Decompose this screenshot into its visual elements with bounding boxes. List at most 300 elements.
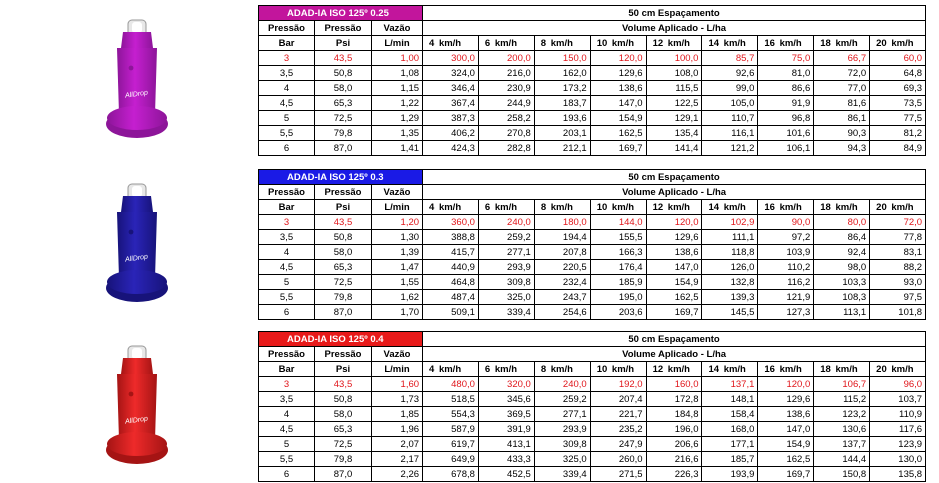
table-cell: 220,5 xyxy=(534,260,590,275)
table-cell: 172,8 xyxy=(646,392,702,407)
bar-unit: Bar xyxy=(259,362,315,377)
flow-rate-table xyxy=(258,169,926,320)
table-cell: 177,1 xyxy=(702,437,758,452)
nozzle-section-025 xyxy=(0,0,939,156)
table-cell: 129,6 xyxy=(590,66,646,81)
table-cell: 415,7 xyxy=(423,245,479,260)
speed-header: 8 km/h xyxy=(534,200,590,215)
table-cell: 120,0 xyxy=(590,51,646,66)
table-cell: 120,0 xyxy=(646,215,702,230)
speed-header: 20 km/h xyxy=(870,362,926,377)
table-cell: 64,8 xyxy=(870,66,926,81)
table-cell: 117,6 xyxy=(870,422,926,437)
table-cell: 3,5 xyxy=(259,230,315,245)
pressure-header: Pressão xyxy=(259,347,315,362)
table-cell: 160,0 xyxy=(646,377,702,392)
table-cell: 150,8 xyxy=(814,467,870,482)
table-cell: 100,0 xyxy=(646,51,702,66)
table-cell: 75,0 xyxy=(758,51,814,66)
table-cell: 339,4 xyxy=(534,467,590,482)
table-cell: 88,2 xyxy=(870,260,926,275)
table-cell: 106,1 xyxy=(758,141,814,156)
table-cell: 162,5 xyxy=(590,126,646,141)
table-cell: 320,0 xyxy=(478,377,534,392)
table-cell: 6 xyxy=(259,467,315,482)
table-cell: 139,3 xyxy=(702,290,758,305)
table-cell: 5 xyxy=(259,111,315,126)
pressure-psi-header: Pressão xyxy=(315,347,372,362)
speed-header: 4 km/h xyxy=(423,36,479,51)
nozzle-image xyxy=(95,344,175,472)
table-cell: 138,6 xyxy=(646,245,702,260)
table-cell: 388,8 xyxy=(423,230,479,245)
table-cell: 1,70 xyxy=(372,305,423,320)
speed-header: 20 km/h xyxy=(870,36,926,51)
table-cell: 83,1 xyxy=(870,245,926,260)
table-cell: 4,5 xyxy=(259,96,315,111)
table-row xyxy=(259,230,926,245)
table-cell: 154,9 xyxy=(646,275,702,290)
table-cell: 260,0 xyxy=(590,452,646,467)
table-row xyxy=(259,215,926,230)
speed-header: 18 km/h xyxy=(814,200,870,215)
table-cell: 3,5 xyxy=(259,392,315,407)
table-cell: 105,0 xyxy=(702,96,758,111)
table-cell: 244,9 xyxy=(478,96,534,111)
speed-header: 14 km/h xyxy=(702,200,758,215)
table-cell: 94,3 xyxy=(814,141,870,156)
speed-header: 20 km/h xyxy=(870,200,926,215)
table-cell: 3 xyxy=(259,215,315,230)
table-cell: 98,0 xyxy=(814,260,870,275)
table-cell: 4 xyxy=(259,245,315,260)
table-cell: 72,0 xyxy=(870,215,926,230)
table-cell: 137,1 xyxy=(702,377,758,392)
table-cell: 194,4 xyxy=(534,230,590,245)
table-cell: 126,0 xyxy=(702,260,758,275)
table-cell: 5,5 xyxy=(259,290,315,305)
nozzle-image xyxy=(95,18,175,146)
brand-text: AllDrop xyxy=(124,253,149,264)
table-cell: 144,0 xyxy=(590,215,646,230)
table-cell: 169,7 xyxy=(590,141,646,156)
table-cell: 406,2 xyxy=(423,126,479,141)
table-cell: 277,1 xyxy=(534,407,590,422)
table-cell: 464,8 xyxy=(423,275,479,290)
table-row xyxy=(259,111,926,126)
table-cell: 79,8 xyxy=(315,452,372,467)
table-row xyxy=(259,260,926,275)
table-cell: 43,5 xyxy=(315,215,372,230)
flow-header: Vazão xyxy=(372,347,423,362)
flow-header: Vazão xyxy=(372,185,423,200)
pressure-header: Pressão xyxy=(259,185,315,200)
bar-unit: Bar xyxy=(259,36,315,51)
table-cell: 58,0 xyxy=(315,81,372,96)
table-cell: 300,0 xyxy=(423,51,479,66)
table-cell: 259,2 xyxy=(478,230,534,245)
speed-header: 16 km/h xyxy=(758,200,814,215)
table-cell: 135,4 xyxy=(646,126,702,141)
table-cell: 259,2 xyxy=(534,392,590,407)
table-cell: 154,9 xyxy=(590,111,646,126)
table-cell: 96,0 xyxy=(870,377,926,392)
nozzle-image xyxy=(95,182,175,310)
table-cell: 72,0 xyxy=(814,66,870,81)
table-cell: 324,0 xyxy=(423,66,479,81)
table-cell: 3 xyxy=(259,377,315,392)
table-cell: 103,3 xyxy=(814,275,870,290)
table-cell: 97,5 xyxy=(870,290,926,305)
table-cell: 129,6 xyxy=(646,230,702,245)
table-cell: 1,29 xyxy=(372,111,423,126)
table-cell: 86,1 xyxy=(814,111,870,126)
table-cell: 129,6 xyxy=(758,392,814,407)
table-row xyxy=(259,392,926,407)
table-cell: 339,4 xyxy=(478,305,534,320)
table-cell: 203,1 xyxy=(534,126,590,141)
table-cell: 207,4 xyxy=(590,392,646,407)
speed-header: 12 km/h xyxy=(646,36,702,51)
speed-header: 12 km/h xyxy=(646,200,702,215)
table-cell: 1,15 xyxy=(372,81,423,96)
table-cell: 132,8 xyxy=(702,275,758,290)
table-cell: 369,5 xyxy=(478,407,534,422)
table-cell: 65,3 xyxy=(315,260,372,275)
table-cell: 79,8 xyxy=(315,126,372,141)
table-cell: 554,3 xyxy=(423,407,479,422)
table-cell: 387,3 xyxy=(423,111,479,126)
table-cell: 3,5 xyxy=(259,66,315,81)
table-row xyxy=(259,245,926,260)
flow-rate-table xyxy=(258,5,926,156)
table-row xyxy=(259,81,926,96)
table-cell: 243,7 xyxy=(534,290,590,305)
model-title: ADAD-IA ISO 125º 0.25 xyxy=(259,6,423,21)
table-cell: 103,7 xyxy=(870,392,926,407)
table-cell: 5,5 xyxy=(259,452,315,467)
table-cell: 180,0 xyxy=(534,215,590,230)
table-cell: 90,3 xyxy=(814,126,870,141)
table-row xyxy=(259,437,926,452)
table-cell: 58,0 xyxy=(315,245,372,260)
table-cell: 1,35 xyxy=(372,126,423,141)
table-cell: 240,0 xyxy=(534,377,590,392)
bar-unit: Bar xyxy=(259,200,315,215)
speed-header: 12 km/h xyxy=(646,362,702,377)
table-cell: 141,4 xyxy=(646,141,702,156)
table-cell: 360,0 xyxy=(423,215,479,230)
table-cell: 5 xyxy=(259,437,315,452)
table-cell: 110,7 xyxy=(702,111,758,126)
table-cell: 1,00 xyxy=(372,51,423,66)
table-cell: 110,9 xyxy=(870,407,926,422)
speed-header: 6 km/h xyxy=(478,36,534,51)
speed-header: 4 km/h xyxy=(423,200,479,215)
table-cell: 293,9 xyxy=(534,422,590,437)
table-cell: 72,5 xyxy=(315,437,372,452)
table-cell: 518,5 xyxy=(423,392,479,407)
table-cell: 81,0 xyxy=(758,66,814,81)
table-cell: 155,5 xyxy=(590,230,646,245)
table-row xyxy=(259,51,926,66)
table-cell: 235,2 xyxy=(590,422,646,437)
table-cell: 1,60 xyxy=(372,377,423,392)
table-cell: 4,5 xyxy=(259,260,315,275)
table-cell: 193,6 xyxy=(534,111,590,126)
table-cell: 277,1 xyxy=(478,245,534,260)
table-cell: 240,0 xyxy=(478,215,534,230)
spacing-label: 50 cm Espaçamento xyxy=(423,6,926,21)
table-row xyxy=(259,407,926,422)
table-cell: 60,0 xyxy=(870,51,926,66)
table-cell: 195,0 xyxy=(590,290,646,305)
table-cell: 113,1 xyxy=(814,305,870,320)
table-cell: 162,5 xyxy=(758,452,814,467)
table-cell: 101,8 xyxy=(870,305,926,320)
table-cell: 122,5 xyxy=(646,96,702,111)
table-cell: 487,4 xyxy=(423,290,479,305)
table-cell: 166,3 xyxy=(590,245,646,260)
model-title: ADAD-IA ISO 125º 0.3 xyxy=(259,170,423,185)
volume-label: Volume Aplicado - L/ha xyxy=(423,347,926,362)
table-cell: 413,1 xyxy=(478,437,534,452)
flow-header: Vazão xyxy=(372,21,423,36)
table-cell: 115,5 xyxy=(646,81,702,96)
table-cell: 87,0 xyxy=(315,467,372,482)
table-cell: 4 xyxy=(259,81,315,96)
table-cell: 87,0 xyxy=(315,305,372,320)
table-cell: 145,5 xyxy=(702,305,758,320)
speed-header: 6 km/h xyxy=(478,200,534,215)
spacing-label: 50 cm Espaçamento xyxy=(423,332,926,347)
table-cell: 150,0 xyxy=(534,51,590,66)
table-cell: 587,9 xyxy=(423,422,479,437)
table-cell: 135,8 xyxy=(870,467,926,482)
table-cell: 123,9 xyxy=(870,437,926,452)
table-row xyxy=(259,452,926,467)
table-cell: 43,5 xyxy=(315,51,372,66)
table-cell: 452,5 xyxy=(478,467,534,482)
lmin-unit: L/min xyxy=(372,362,423,377)
table-cell: 1,62 xyxy=(372,290,423,305)
table-cell: 230,9 xyxy=(478,81,534,96)
brand-text: AllDrop xyxy=(124,89,149,100)
table-cell: 81,6 xyxy=(814,96,870,111)
table-cell: 147,0 xyxy=(646,260,702,275)
table-cell: 84,9 xyxy=(870,141,926,156)
table-cell: 619,7 xyxy=(423,437,479,452)
psi-unit: Psi xyxy=(315,200,372,215)
table-cell: 90,0 xyxy=(758,215,814,230)
table-cell: 127,3 xyxy=(758,305,814,320)
table-cell: 200,0 xyxy=(478,51,534,66)
table-cell: 168,0 xyxy=(702,422,758,437)
table-row xyxy=(259,467,926,482)
table-cell: 81,2 xyxy=(870,126,926,141)
table-cell: 121,2 xyxy=(702,141,758,156)
table-cell: 270,8 xyxy=(478,126,534,141)
table-cell: 106,7 xyxy=(814,377,870,392)
table-cell: 102,9 xyxy=(702,215,758,230)
spacing-label: 50 cm Espaçamento xyxy=(423,170,926,185)
table-cell: 123,2 xyxy=(814,407,870,422)
table-cell: 72,5 xyxy=(315,111,372,126)
pressure-psi-header: Pressão xyxy=(315,185,372,200)
table-cell: 169,7 xyxy=(758,467,814,482)
table-cell: 1,22 xyxy=(372,96,423,111)
table-cell: 158,4 xyxy=(702,407,758,422)
table-cell: 91,9 xyxy=(758,96,814,111)
table-cell: 50,8 xyxy=(315,230,372,245)
table-cell: 5,5 xyxy=(259,126,315,141)
table-cell: 144,4 xyxy=(814,452,870,467)
table-cell: 6 xyxy=(259,305,315,320)
nozzle-section-04 xyxy=(0,326,939,482)
table-cell: 99,0 xyxy=(702,81,758,96)
table-cell: 87,0 xyxy=(315,141,372,156)
table-cell: 5 xyxy=(259,275,315,290)
table-row xyxy=(259,141,926,156)
table-cell: 1,96 xyxy=(372,422,423,437)
table-cell: 649,9 xyxy=(423,452,479,467)
table-cell: 85,7 xyxy=(702,51,758,66)
table-cell: 345,6 xyxy=(478,392,534,407)
table-cell: 92,4 xyxy=(814,245,870,260)
table-cell: 309,8 xyxy=(534,437,590,452)
table-cell: 196,0 xyxy=(646,422,702,437)
pressure-psi-header: Pressão xyxy=(315,21,372,36)
table-cell: 73,5 xyxy=(870,96,926,111)
table-cell: 184,8 xyxy=(646,407,702,422)
table-cell: 111,1 xyxy=(702,230,758,245)
table-cell: 1,39 xyxy=(372,245,423,260)
table-cell: 183,7 xyxy=(534,96,590,111)
table-cell: 96,8 xyxy=(758,111,814,126)
table-cell: 192,0 xyxy=(590,377,646,392)
table-cell: 1,73 xyxy=(372,392,423,407)
volume-label: Volume Aplicado - L/ha xyxy=(423,21,926,36)
table-cell: 1,47 xyxy=(372,260,423,275)
table-cell: 65,3 xyxy=(315,96,372,111)
table-cell: 92,6 xyxy=(702,66,758,81)
speed-header: 14 km/h xyxy=(702,362,758,377)
table-cell: 50,8 xyxy=(315,392,372,407)
table-cell: 1,08 xyxy=(372,66,423,81)
table-cell: 254,6 xyxy=(534,305,590,320)
table-row xyxy=(259,96,926,111)
table-cell: 138,6 xyxy=(758,407,814,422)
table-cell: 203,6 xyxy=(590,305,646,320)
table-cell: 509,1 xyxy=(423,305,479,320)
table-cell: 72,5 xyxy=(315,275,372,290)
table-cell: 130,6 xyxy=(814,422,870,437)
table-cell: 293,9 xyxy=(478,260,534,275)
table-cell: 162,5 xyxy=(646,290,702,305)
table-cell: 110,2 xyxy=(758,260,814,275)
table-cell: 130,0 xyxy=(870,452,926,467)
table-cell: 212,1 xyxy=(534,141,590,156)
table-cell: 77,8 xyxy=(870,230,926,245)
table-cell: 6 xyxy=(259,141,315,156)
table-cell: 480,0 xyxy=(423,377,479,392)
table-cell: 162,0 xyxy=(534,66,590,81)
table-cell: 116,1 xyxy=(702,126,758,141)
table-cell: 116,2 xyxy=(758,275,814,290)
table-cell: 440,9 xyxy=(423,260,479,275)
table-cell: 1,30 xyxy=(372,230,423,245)
table-cell: 86,6 xyxy=(758,81,814,96)
table-cell: 176,4 xyxy=(590,260,646,275)
table-row xyxy=(259,275,926,290)
table-cell: 120,0 xyxy=(758,377,814,392)
table-cell: 185,9 xyxy=(590,275,646,290)
speed-header: 18 km/h xyxy=(814,362,870,377)
table-cell: 271,5 xyxy=(590,467,646,482)
table-cell: 424,3 xyxy=(423,141,479,156)
table-row xyxy=(259,422,926,437)
table-cell: 86,4 xyxy=(814,230,870,245)
table-cell: 1,55 xyxy=(372,275,423,290)
speed-header: 8 km/h xyxy=(534,362,590,377)
table-row xyxy=(259,305,926,320)
table-cell: 154,9 xyxy=(758,437,814,452)
volume-label: Volume Aplicado - L/ha xyxy=(423,185,926,200)
table-cell: 101,6 xyxy=(758,126,814,141)
table-row xyxy=(259,377,926,392)
table-cell: 50,8 xyxy=(315,66,372,81)
speed-header: 16 km/h xyxy=(758,36,814,51)
table-cell: 58,0 xyxy=(315,407,372,422)
table-cell: 129,1 xyxy=(646,111,702,126)
lmin-unit: L/min xyxy=(372,36,423,51)
table-cell: 258,2 xyxy=(478,111,534,126)
table-cell: 93,0 xyxy=(870,275,926,290)
table-cell: 4,5 xyxy=(259,422,315,437)
pressure-header: Pressão xyxy=(259,21,315,36)
table-cell: 65,3 xyxy=(315,422,372,437)
table-cell: 282,8 xyxy=(478,141,534,156)
table-cell: 391,9 xyxy=(478,422,534,437)
table-cell: 247,9 xyxy=(590,437,646,452)
brand-text: AllDrop xyxy=(124,415,149,426)
speed-header: 10 km/h xyxy=(590,36,646,51)
table-cell: 325,0 xyxy=(534,452,590,467)
table-cell: 2,26 xyxy=(372,467,423,482)
nozzle-section-03 xyxy=(0,164,939,320)
table-cell: 79,8 xyxy=(315,290,372,305)
speed-header: 14 km/h xyxy=(702,36,758,51)
table-cell: 216,6 xyxy=(646,452,702,467)
table-cell: 118,8 xyxy=(702,245,758,260)
flow-rate-table xyxy=(258,331,926,482)
table-cell: 3 xyxy=(259,51,315,66)
table-cell: 138,6 xyxy=(590,81,646,96)
table-cell: 185,7 xyxy=(702,452,758,467)
table-cell: 121,9 xyxy=(758,290,814,305)
table-row xyxy=(259,126,926,141)
speed-header: 18 km/h xyxy=(814,36,870,51)
speed-header: 10 km/h xyxy=(590,200,646,215)
table-cell: 43,5 xyxy=(315,377,372,392)
table-cell: 346,4 xyxy=(423,81,479,96)
table-cell: 115,2 xyxy=(814,392,870,407)
table-cell: 309,8 xyxy=(478,275,534,290)
table-cell: 80,0 xyxy=(814,215,870,230)
table-cell: 77,0 xyxy=(814,81,870,96)
table-cell: 367,4 xyxy=(423,96,479,111)
table-cell: 66,7 xyxy=(814,51,870,66)
